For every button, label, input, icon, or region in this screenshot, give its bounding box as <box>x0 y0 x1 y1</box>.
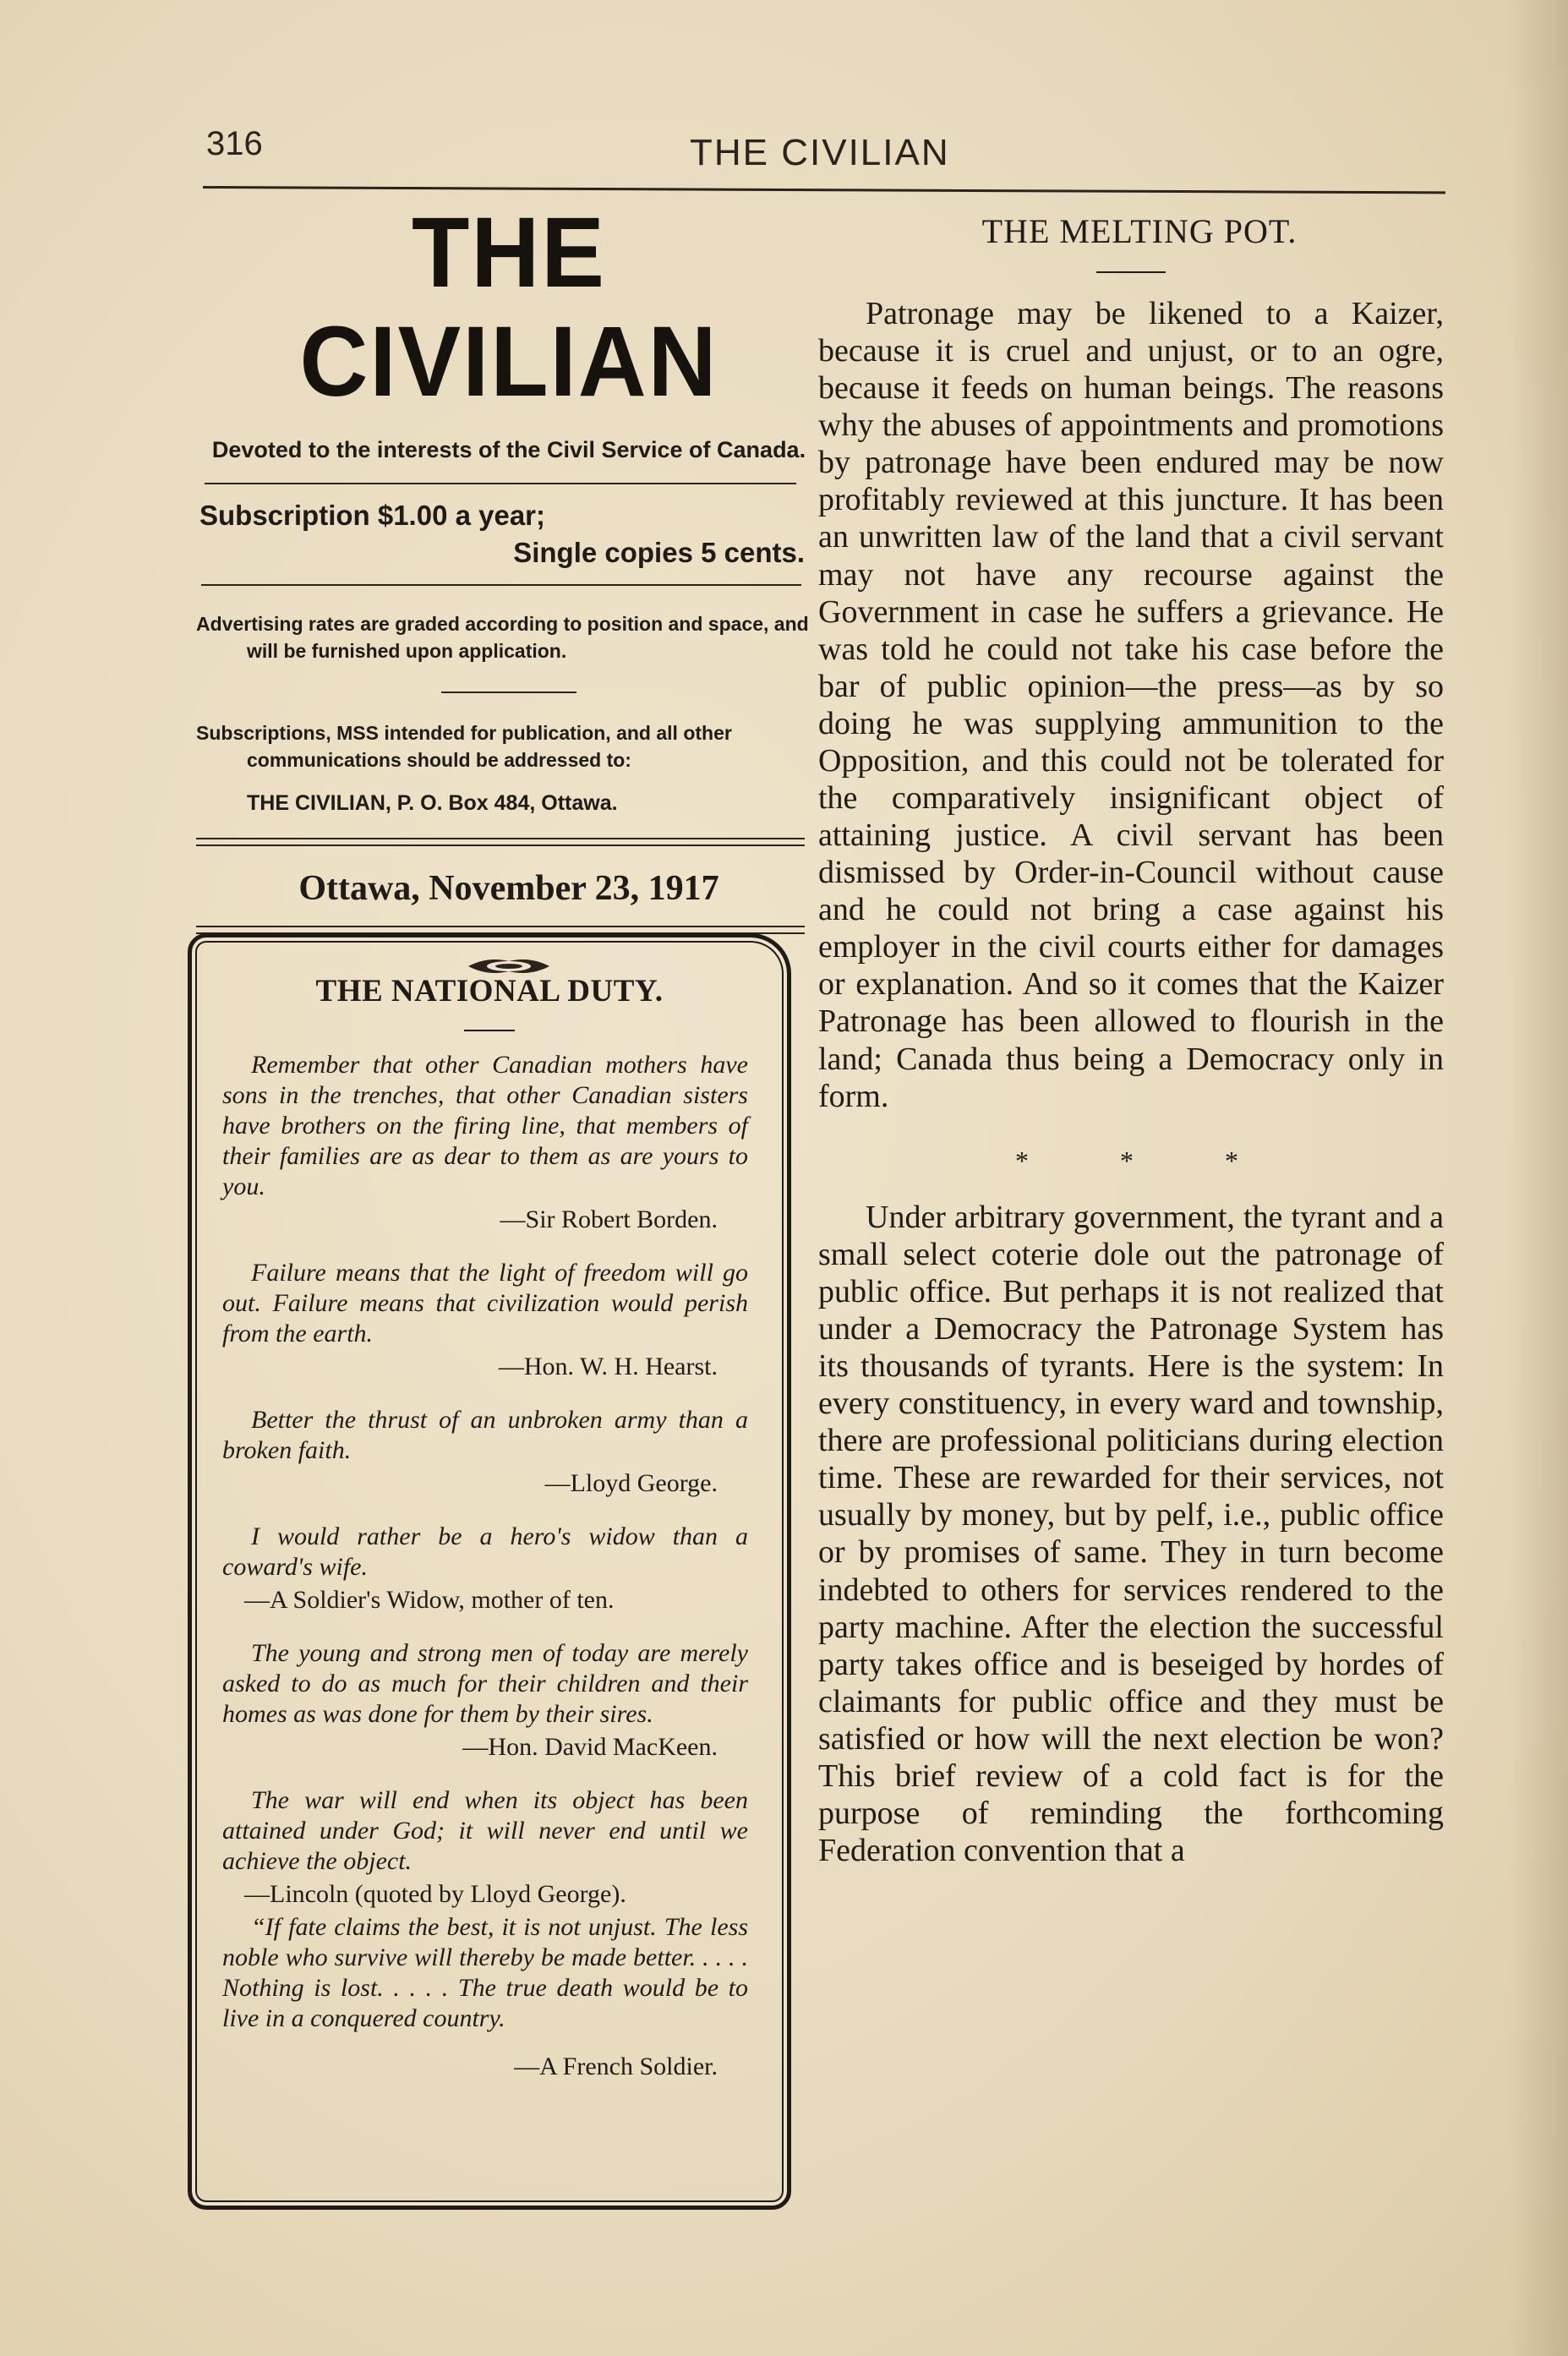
quote-text: Remember that other Canadian mothers have sons in the trenches, that other Canadian sisters have brothers on the firing line, that members of their families are as dear to them as are yours to you. <box>222 1051 748 1200</box>
quote-attribution: —Sir Robert Borden. <box>500 1205 718 1233</box>
masthead-title: THE CIVILIAN <box>299 196 718 418</box>
short-divider <box>1096 271 1166 273</box>
quote-attribution: —A French Soldier. <box>514 2053 718 2080</box>
running-head: THE CIVILIAN <box>690 132 950 173</box>
masthead-column <box>196 196 822 980</box>
header-rule <box>203 186 1445 194</box>
divider-rule <box>205 483 796 484</box>
issue-dateline: Ottawa, November 23, 1917 <box>298 868 719 908</box>
double-rule <box>196 838 805 846</box>
page-number: 316 <box>206 125 263 162</box>
article-paragraph: Under arbitrary government, the tyrant and a small select coterie dole out the patronage of public office. But perhaps it is not realized that under a Democracy the Patronage System has its thousands of tyrants. Here is the system: In every constituency, in every ward and township, there are professional politicians during election time. These are rewarded for their services, not usually by money, but by pelf, i.e., public office or by promises of same. They in turn become indebted to others for services rendered to the party machine. After the election the successful party takes office and is beseiged by hordes of claimants for public office and they must be satisfied or how will the next election be won? This brief review of a cold fact is for the purpose of reminding the forthcoming Federation convention that a <box>818 1199 1444 1869</box>
quote-attribution: —Lloyd George. <box>544 1469 718 1497</box>
national-duty-title: THE NATIONAL DUTY. <box>315 974 664 1009</box>
quote-text: The war will end when its object has been attained under God; it will never end until we achieve the object. <box>222 1786 748 1875</box>
page-edge-shadow <box>1509 0 1568 2356</box>
quote-text: “If fate claims the best, it is not unjust. The less noble who survive will thereby be made better. . . . . Nothing is lost. . . . . The true death would be to live in a conquered country. <box>222 1913 748 2032</box>
quote-text: Better the thrust of an unbroken army than a broken faith. <box>222 1406 748 1464</box>
masthead-devoted: Devoted to the interests of the Civil Service of Canada. <box>211 437 806 463</box>
short-divider <box>464 1030 515 1031</box>
national-duty-box <box>188 933 791 2210</box>
quote-text: Failure means that the light of freedom will go out. Failure means that civilization would perish from the earth. <box>222 1259 748 1347</box>
advertising-note: Advertising rates are graded according to position and space, and will be furnished upon application. <box>196 612 809 662</box>
section-separator: * * * <box>1015 1145 1281 1176</box>
article-paragraph: Patronage may be likened to a Kaizer, because it is cruel and unjust, or to an ogre, because it feeds on human beings. The reasons why the abuses of appointments and promotions by patronage have been endured may be now profitably reviewed at this juncture. It has been an unwritten law of the land that a civil servant may not have any recourse against the Government in case he suffers a grievance. He was told he could not take his case before the bar of public opinion—the press—as by so doing he was supplying ammunition to the Opposition, and this could not be tolerated for the comparatively insignificant object of attaining justice. A civil servant has been dismissed by Order-in-Council without cause and he could not bring a case against his employer in the civil courts either for damages or explanation. And so it comes that the Kaizer Patronage has been allowed to flourish in the land; Canada thus being a Democracy only in form. <box>818 296 1444 1114</box>
quote-attribution: —Hon. David MacKeen. <box>462 1733 718 1761</box>
mailing-address: THE CIVILIAN, P. O. Box 484, Ottawa. <box>247 790 618 815</box>
quote-text: I would rather be a hero's widow than a coward's wife. <box>222 1522 748 1581</box>
melting-pot-title: THE MELTING POT. <box>981 212 1298 250</box>
quote-attribution: —Lincoln (quoted by Lloyd George). <box>244 1880 626 1908</box>
subscription-price: Subscription $1.00 a year; <box>199 499 546 531</box>
melting-pot-column <box>818 211 1444 1869</box>
subscriptions-note: Subscriptions, MSS intended for publication, and all other communications should be addressed to: <box>196 722 732 772</box>
quote-attribution: —Hon. W. H. Hearst. <box>498 1353 718 1380</box>
short-divider <box>441 691 576 693</box>
quote-attribution: —A Soldier's Widow, mother of ten. <box>244 1586 615 1614</box>
single-copy-price: Single copies 5 cents. <box>513 536 805 568</box>
divider-rule <box>201 584 801 586</box>
quote-text: The young and strong men of today are merely asked to do as much for their children and their homes as was done for them by their sires. <box>222 1639 748 1728</box>
